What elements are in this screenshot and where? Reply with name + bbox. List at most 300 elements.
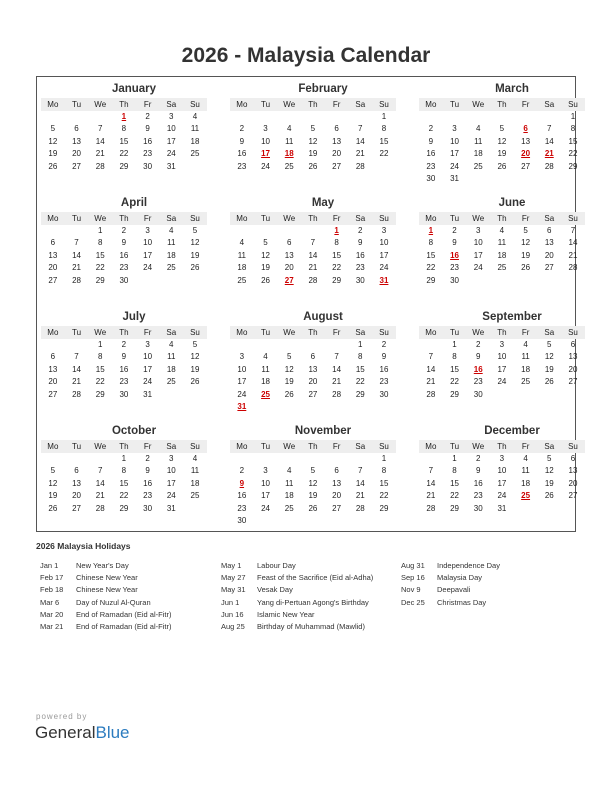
day-cell: 5 [263,238,268,248]
holiday-list-item [40,597,216,609]
empty-cell [348,111,372,123]
day-cell: 1 [358,340,363,349]
week-row [419,478,585,490]
weekday-label: Sa [544,100,555,109]
weekday-label: We [94,214,107,223]
day-cell: 20 [544,250,554,260]
day-cell: 6 [74,466,79,476]
weekday-label: Th [119,100,129,109]
day-cell: 25 [497,263,507,273]
day-cell: 10 [261,136,270,146]
day-cell: 27 [72,161,81,171]
day-cell: 27 [568,491,578,501]
empty-cell [537,503,561,515]
powered-by-text: powered by [36,712,88,721]
holiday-list-item [221,621,407,633]
day-cell: 23 [119,377,129,387]
month-name: May [311,197,335,209]
empty-cell [372,161,396,173]
weekday-label: Sa [544,214,555,223]
day-cell: 19 [308,149,318,159]
month-3 [419,83,585,185]
day-cell: 13 [332,478,342,488]
day-cell: 6 [50,352,56,362]
empty-cell [372,401,396,413]
week-row [419,389,585,401]
month-name: June [498,197,526,209]
day-cell: 1 [570,112,576,121]
day-cell: 28 [95,161,105,171]
day-cell: 26 [190,263,200,273]
weekday-label: Sa [355,442,366,451]
day-cell: 22 [332,263,342,273]
day-cell: 29 [332,275,342,285]
week-row [41,111,207,123]
weekday-label: Mo [47,328,59,337]
day-cell: 13 [72,478,81,488]
empty-cell [136,275,160,287]
weekday-label: Th [308,328,318,337]
day-cell: 18 [190,136,200,146]
day-cell: 2 [475,340,481,349]
weekday-label: Sa [166,100,177,109]
day-cell: 18 [166,250,176,260]
day-cell: 11 [474,136,483,146]
day-cell: 23 [450,263,459,273]
day-cell: 4 [286,466,292,476]
empty-cell [301,339,325,351]
day-cell: 4 [523,454,528,463]
weekday-label: Tu [72,328,82,337]
day-cell: 13 [48,250,58,260]
day-cell: 22 [95,263,105,273]
day-cell: 23 [473,377,483,387]
holiday-list-item [401,584,567,596]
holiday-list-item [40,621,216,633]
day-cell: 27 [521,161,531,171]
day-cell: 5 [50,466,56,476]
weekday-label: Tu [450,100,460,109]
day-cell: 6 [74,124,79,134]
day-cell: 14 [355,136,365,146]
weekday-label: Fr [521,442,530,451]
day-cell: 24 [143,377,153,387]
day-cell: 15 [119,136,129,146]
empty-cell [466,275,490,287]
day-cell: 27 [72,503,81,513]
day-cell: 12 [521,238,531,248]
day-cell: 6 [50,238,56,248]
weekday-label: Mo [236,100,248,109]
holiday-day-cell: 1 [334,226,339,235]
week-row [41,225,207,237]
month-name: November [294,425,352,437]
weekday-label: We [94,328,107,337]
day-cell: 23 [473,491,483,501]
day-cell: 15 [95,364,105,374]
day-cell: 16 [379,364,389,374]
day-cell: 4 [192,454,198,463]
day-cell: 25 [284,161,294,171]
empty-cell [65,339,89,351]
weekday-label: Mo [236,214,248,223]
day-cell: 26 [48,161,58,171]
empty-cell [561,503,585,515]
holiday-date: Jun 16 [221,609,244,619]
day-cell: 2 [121,226,127,235]
day-cell: 12 [308,478,318,488]
day-cell: 23 [119,263,129,273]
empty-cell [41,453,65,465]
weekday-label: We [94,100,107,109]
weekday-label: Sa [166,442,177,451]
holiday-name: Vesak Day [257,585,293,595]
day-cell: 7 [310,238,316,248]
day-cell: 27 [568,377,578,387]
day-cell: 9 [428,136,434,146]
day-cell: 22 [119,491,129,501]
day-cell: 7 [74,238,79,248]
day-cell: 24 [379,263,389,273]
day-cell: 20 [332,149,342,159]
day-cell: 22 [450,377,459,387]
day-cell: 5 [310,466,316,476]
day-cell: 31 [450,173,459,183]
day-cell: 14 [72,364,81,374]
weekday-label: Th [308,442,318,451]
day-cell: 8 [381,124,387,134]
day-cell: 7 [358,466,363,476]
day-cell: 12 [48,136,58,146]
day-cell: 16 [143,478,153,488]
day-cell: 17 [497,478,507,488]
day-cell: 19 [497,149,507,159]
holiday-day-cell: 25 [261,389,270,399]
weekday-label: Th [308,214,318,223]
day-cell: 24 [473,263,483,273]
day-cell: 13 [72,136,81,146]
empty-cell [490,389,514,401]
day-cell: 7 [570,226,576,235]
day-cell: 8 [121,124,127,134]
day-cell: 5 [192,340,198,349]
day-cell: 10 [497,466,507,476]
weekday-label: Th [497,442,507,451]
holiday-date: Jun 1 [221,597,240,607]
empty-cell [372,515,396,527]
month-name: August [303,311,343,323]
week-row [41,148,207,160]
brand-logo[interactable] [35,723,130,743]
day-cell: 15 [426,250,436,260]
weekday-label: Tu [450,214,460,223]
empty-cell [561,275,585,287]
day-cell: 16 [473,478,483,488]
day-cell: 12 [544,466,554,476]
day-cell: 7 [74,352,79,362]
day-cell: 10 [473,238,483,248]
day-cell: 28 [72,389,81,399]
weekday-label: Th [497,214,507,223]
empty-cell [348,453,372,465]
holiday-list-item [40,584,216,596]
day-cell: 4 [523,340,528,349]
day-cell: 14 [426,478,436,488]
day-cell: 13 [308,364,318,374]
weekday-label: Mo [425,442,437,451]
month-name: March [495,83,529,95]
day-cell: 11 [521,352,530,362]
day-cell: 8 [121,466,127,476]
week-row [41,262,207,274]
month-10 [41,425,207,515]
day-cell: 6 [334,466,339,476]
week-row [41,503,207,515]
day-cell: 9 [121,352,127,362]
week-row [419,123,585,135]
weekday-label: Sa [544,328,555,337]
day-cell: 21 [95,149,105,159]
weekday-label: Sa [355,214,366,223]
empty-cell [230,225,254,237]
day-cell: 15 [355,364,365,374]
day-cell: 30 [379,389,389,399]
empty-cell [490,111,514,123]
day-cell: 21 [426,377,436,387]
day-cell: 24 [497,491,507,501]
weekday-label: Tu [72,100,82,109]
weekday-header [419,98,585,111]
holiday-day-cell: 17 [261,149,270,159]
holiday-date: Aug 25 [221,621,245,631]
month-name: September [482,311,542,323]
day-cell: 31 [497,503,507,513]
day-cell: 11 [167,238,176,248]
weekday-header [230,440,396,453]
day-cell: 14 [72,250,81,260]
day-cell: 31 [166,503,176,513]
day-cell: 17 [143,364,153,374]
day-cell: 28 [332,389,342,399]
day-cell: 26 [497,161,507,171]
week-row [230,453,396,465]
empty-cell [490,275,514,287]
day-cell: 1 [97,226,103,235]
week-row [41,237,207,249]
day-cell: 27 [48,389,58,399]
empty-cell [65,111,89,123]
day-cell: 2 [121,340,127,349]
day-cell: 7 [334,352,339,362]
weekday-label: Fr [521,214,530,223]
holiday-date: May 31 [221,585,246,595]
empty-cell [443,111,467,123]
empty-cell [277,453,301,465]
day-cell: 2 [145,454,150,463]
weekday-label: Su [190,328,200,337]
day-cell: 23 [143,491,153,501]
weekday-label: Tu [261,100,271,109]
day-cell: 17 [379,250,389,260]
day-cell: 23 [237,503,247,513]
week-row [41,465,207,477]
day-cell: 30 [119,275,129,285]
month-name: July [122,311,146,323]
day-cell: 19 [48,491,58,501]
holiday-list-item [401,560,567,572]
day-cell: 13 [284,250,294,260]
holiday-day-cell: 16 [450,250,459,260]
day-cell: 19 [544,478,554,488]
day-cell: 24 [261,161,270,171]
holiday-date: Nov 9 [401,585,421,595]
day-cell: 5 [523,226,528,235]
day-cell: 21 [72,377,81,387]
month-name: October [111,425,157,437]
empty-cell [348,515,372,527]
empty-cell [419,111,443,123]
holiday-day-cell: 31 [379,275,389,285]
weekday-label: Mo [425,328,437,337]
day-cell: 28 [95,503,105,513]
day-cell: 10 [143,238,153,248]
weekday-label: Fr [332,442,341,451]
day-cell: 16 [237,149,247,159]
day-cell: 22 [379,491,389,501]
day-cell: 30 [473,389,483,399]
holiday-day-cell: 1 [121,112,127,121]
day-cell: 5 [192,226,198,235]
week-row [41,478,207,490]
day-cell: 9 [452,238,457,248]
month-2 [230,83,396,173]
month-name: January [111,83,157,95]
day-cell: 25 [166,377,176,387]
week-row [419,376,585,388]
day-cell: 25 [521,377,531,387]
day-cell: 4 [192,112,198,121]
empty-cell [537,111,561,123]
day-cell: 5 [50,124,56,134]
week-row [419,161,585,173]
weekday-label: Fr [521,328,530,337]
weekday-label: Fr [521,100,530,109]
day-cell: 19 [284,377,294,387]
day-cell: 13 [48,364,58,374]
empty-cell [325,401,349,413]
holiday-date: May 1 [221,561,242,570]
empty-cell [88,111,112,123]
day-cell: 18 [190,478,200,488]
empty-cell [301,515,325,527]
empty-cell [277,401,301,413]
day-cell: 28 [426,389,436,399]
holiday-name: Chinese New Year [76,585,138,595]
day-cell: 16 [237,491,247,501]
weekday-label: Su [379,214,389,223]
empty-cell [514,275,538,287]
day-cell: 15 [332,250,342,260]
weekday-label: Mo [425,214,437,223]
day-cell: 21 [568,250,578,260]
day-cell: 26 [521,263,531,273]
day-cell: 24 [166,491,176,501]
holiday-column-1 [40,560,216,633]
holiday-name: Labour Day [257,561,296,570]
day-cell: 23 [237,161,247,171]
day-cell: 5 [547,454,552,463]
day-cell: 28 [72,275,81,285]
day-cell: 21 [95,491,105,501]
weekday-label: Tu [261,214,271,223]
day-cell: 2 [239,466,245,476]
day-cell: 8 [428,238,434,248]
day-cell: 24 [450,161,459,171]
week-row [419,453,585,465]
holiday-name: Birthday of Muhammad (Mawlid) [257,621,365,631]
weekday-label: Sa [544,442,555,451]
day-cell: 5 [310,124,316,134]
weekday-label: Fr [143,328,152,337]
day-cell: 9 [145,124,150,134]
week-row [41,364,207,376]
holiday-date: Feb 18 [40,585,64,595]
day-cell: 30 [426,173,436,183]
day-cell: 5 [499,124,505,134]
day-cell: 4 [475,124,481,134]
day-cell: 25 [237,275,247,285]
day-cell: 11 [190,466,200,476]
empty-cell [419,453,443,465]
week-row [419,173,585,185]
day-cell: 11 [521,466,530,476]
day-cell: 18 [473,149,483,159]
day-cell: 29 [379,503,389,513]
week-row [230,111,396,123]
empty-cell [183,161,207,173]
day-cell: 19 [308,491,318,501]
day-cell: 5 [547,340,552,349]
holiday-day-cell: 16 [473,364,483,374]
weekday-label: We [283,328,296,337]
day-cell: 13 [544,238,554,248]
day-cell: 17 [143,250,153,260]
day-cell: 3 [499,454,505,463]
holiday-day-cell: 9 [239,478,245,488]
weekday-label: Tu [72,442,82,451]
week-row [230,515,396,527]
empty-cell [65,453,89,465]
day-cell: 20 [48,263,58,273]
empty-cell [88,453,112,465]
day-cell: 7 [428,466,434,476]
day-cell: 31 [166,161,176,171]
day-cell: 2 [381,340,387,349]
day-cell: 23 [426,161,436,171]
holiday-name: New Year's Day [76,561,129,570]
empty-cell [325,339,349,351]
weekday-label: We [283,214,296,223]
holiday-name: Chinese New Year [76,573,138,583]
weekday-label: Tu [72,214,82,223]
empty-cell [159,275,183,287]
day-cell: 12 [48,478,58,488]
day-cell: 6 [570,454,576,463]
day-cell: 1 [121,454,127,463]
day-cell: 29 [426,275,436,285]
weekday-label: Th [119,214,129,223]
day-cell: 20 [48,377,58,387]
